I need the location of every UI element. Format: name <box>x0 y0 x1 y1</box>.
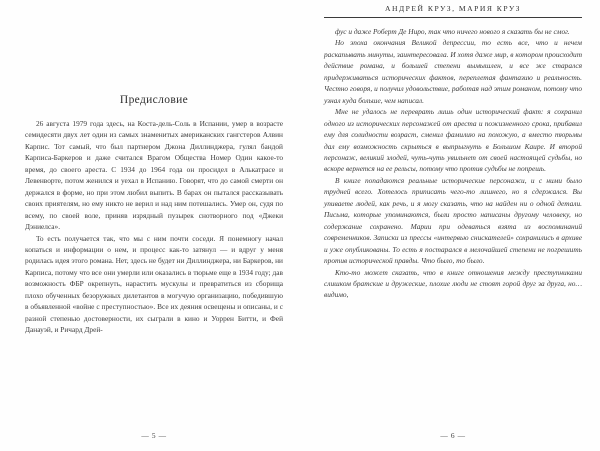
page-number-left: — 5 — <box>141 431 167 440</box>
paragraph: 26 августа 1979 года здесь, на Коста-дель-Соль в Испании, умер в возрасте семидесяти двух лет один из самых знаменитых американских гангстеров Алвин Карпис. Тот самый, что был партнером Джона Диллинджера, гулял бандой Карписа-Баркеров и даже считался Врагом Общества Номер Один какое-то время, до своего ареста. С 1934 до 1964 года он просидел в Алькатрасе и Левенворте, потом женился и уехал в Испанию. Говорят, что до самой смерти он держался в форме, но при этом любил выпить. В барах он пытался рассказывать своих приятелям, но ему никто не верил и над ним потешались. Умер он, судя по всему, по своей воле, приняв изрядный пузырек снотворного под «Джеки Дэниелса». <box>25 119 283 232</box>
paragraph: фус и даже Роберт Де Ниро, так что ничего нового я сказать бы не смог. <box>335 27 570 36</box>
paragraph: То есть получается так, что мы с ним почти соседи. Я понемногу начал копаться и информации о нем, и процесс как-то затянул — и вдруг у меня родилась идея этого романа. Нет, здесь не будет ни Диллинджера, ни Баркеров, ни Карписа, потому что все они умерли или оказались в тюрьме еще в 1934 году; дав возможность ФБР окрепнуть, нарастить мускулы и превратиться из сборища плохо обученных безоружных дилетантов в могучую организацию, победившую в объявленной «войне с преступностью». Все их деяния освещены и описаны, и с разной степенью достоверности, их сыграли в кино и Уоррен Битти, и Фей Данауэй, и Ричард Дрей- <box>25 233 283 335</box>
header-rule-divider <box>324 17 582 18</box>
right-page <box>298 0 600 451</box>
right-page-body <box>324 26 582 301</box>
paragraph: Мне не удалось не переврать лишь один исторический факт: я сохранил одного из исторических персонажей от ареста и пожизненного срока, прибавил ему для солидности возраст, сменил фамилию на похожую, а вместо тюрьмы дал ему возможность скрыться в выпрыгнуть в Большом Каире. И второй персонаж, великий злодей, чуть-чуть увильнет от своей настоящей судьбы, но вскоре вернется на ее рельсы, потому что против судьбы не попрешь. <box>324 107 582 174</box>
page-title: Предисловие <box>119 94 189 106</box>
left-page-body <box>25 118 283 336</box>
left-page <box>0 0 298 451</box>
left-page-text-block <box>25 0 283 451</box>
page-number-right: — 6 — <box>440 431 466 440</box>
right-page-text-block <box>324 0 582 451</box>
paragraph: Но эпоха окончания Великой депрессии, то есть все, что и нечем раскапывать минуты, заинтересовала. И хотя даже мир, в котором происходит действие романа, и большей степени вымышлен, и все же старался придерживаться исторических фактов, переплетая фантазию и реальность. Честно говоря, и получил удовольствие, работая над этим романом, потому что узнал куда больше, чем написал. <box>324 38 582 105</box>
running-header: АНДРЕЙ КРУЗ, МАРИЯ КРУЗ <box>385 4 521 13</box>
paragraph: В книге попадаются реальные исторические персонажи, и с ними было трудней всего. Хотелось приписать чего-то лишнего, но я сдержался. Вы упиваете людей, как речь, и я могу сказать, что на найден ни о одной детали. Письма, которые упоминаются, были просто написаны другому человеку, но содержание сохранено. Марии при одеваться взята из воспоминаний современников. Записки из прессы «интервью снискателей» сохранились в архиве и уже опубликованы. То есть я постарался в мелочайшей степени не погрешить против исторической правды. Что было, то было. <box>324 175 582 266</box>
paragraph: Кто-то может сказать, что в книге отношения между преступниками слишком братские и дружеские, плохие люди не стоят горой друг за друга, но… видимо, <box>324 267 582 300</box>
